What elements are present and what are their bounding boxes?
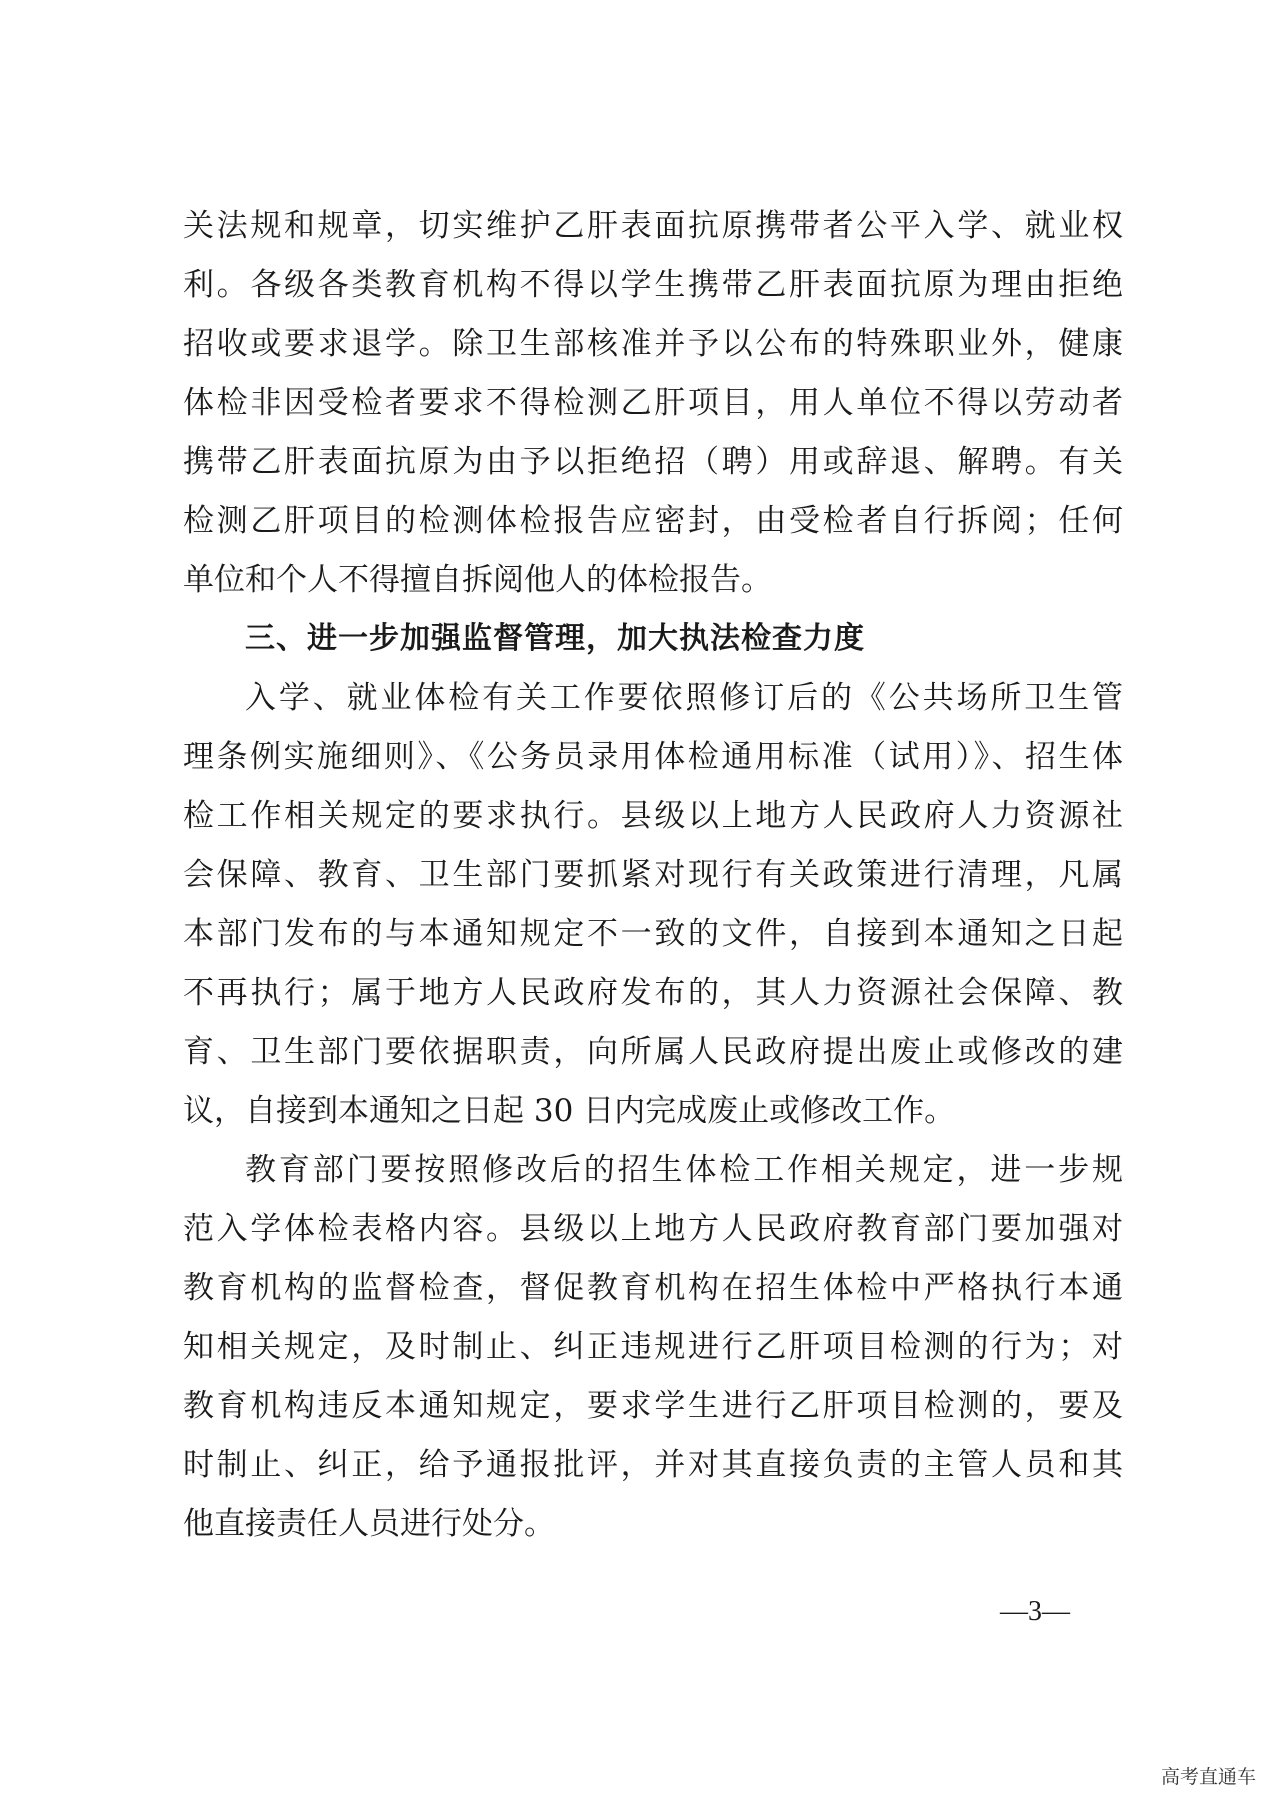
paragraph-2-line-4: 会保障、教育、卫生部门要抓紧对现行有关政策进行清理，凡属 bbox=[183, 857, 1123, 893]
paragraph-3-line-6: 时制止、纠正，给予通报批评，并对其直接负责的主管人员和其 bbox=[183, 1447, 1123, 1483]
paragraph-3-line-3: 教育机构的监督检查，督促教育机构在招生体检中严格执行本通 bbox=[183, 1270, 1123, 1306]
paragraph-3-line-4: 知相关规定，及时制止、纠正违规进行乙肝项目检测的行为；对 bbox=[183, 1329, 1123, 1365]
paragraph-2-line-3: 检工作相关规定的要求执行。县级以上地方人民政府人力资源社 bbox=[183, 798, 1123, 834]
paragraph-1-line-3: 招收或要求退学。除卫生部核准并予以公布的特殊职业外，健康 bbox=[183, 326, 1123, 362]
page-number: —3— bbox=[1000, 1596, 1070, 1627]
watermark-text: 高考直通车 bbox=[1160, 1766, 1256, 1788]
paragraph-1-line-7: 单位和个人不得擅自拆阅他人的体检报告。 bbox=[183, 562, 772, 598]
paragraph-1-line-1: 关法规和规章，切实维护乙肝表面抗原携带者公平入学、就业权 bbox=[183, 208, 1123, 244]
paragraph-3-line-5: 教育机构违反本通知规定，要求学生进行乙肝项目检测的，要及 bbox=[183, 1388, 1123, 1424]
paragraph-2-line-2: 理条例实施细则》、《公务员录用体检通用标准（试用）》、招生体 bbox=[183, 739, 1123, 775]
paragraph-1-line-2: 利。各级各类教育机构不得以学生携带乙肝表面抗原为理由拒绝 bbox=[183, 267, 1123, 303]
paragraph-3-line-7: 他直接责任人员进行处分。 bbox=[183, 1506, 555, 1542]
paragraph-2-line-7: 育、卫生部门要依据职责，向所属人民政府提出废止或修改的建 bbox=[183, 1034, 1123, 1070]
paragraph-1-line-4: 体检非因受检者要求不得检测乙肝项目，用人单位不得以劳动者 bbox=[183, 385, 1123, 421]
paragraph-2-line-8: 议，自接到本通知之日起 30 日内完成废止或修改工作。 bbox=[183, 1093, 956, 1129]
paragraph-3-line-2: 范入学体检表格内容。县级以上地方人民政府教育部门要加强对 bbox=[183, 1211, 1123, 1247]
section-heading: 三、进一步加强监督管理，加大执法检查力度 bbox=[245, 621, 865, 656]
paragraph-1-line-5: 携带乙肝表面抗原为由予以拒绝招（聘）用或辞退、解聘。有关 bbox=[183, 444, 1123, 480]
paragraph-1-line-6: 检测乙肝项目的检测体检报告应密封，由受检者自行拆阅；任何 bbox=[183, 503, 1123, 539]
paragraph-2-line-6: 不再执行；属于地方人民政府发布的，其人力资源社会保障、教 bbox=[183, 975, 1123, 1011]
paragraph-3-line-1: 教育部门要按照修改后的招生体检工作相关规定，进一步规 bbox=[245, 1152, 1123, 1188]
paragraph-2-line-5: 本部门发布的与本通知规定不一致的文件，自接到本通知之日起 bbox=[183, 916, 1123, 952]
paragraph-2-line-1: 入学、就业体检有关工作要依照修订后的《公共场所卫生管 bbox=[245, 680, 1123, 716]
